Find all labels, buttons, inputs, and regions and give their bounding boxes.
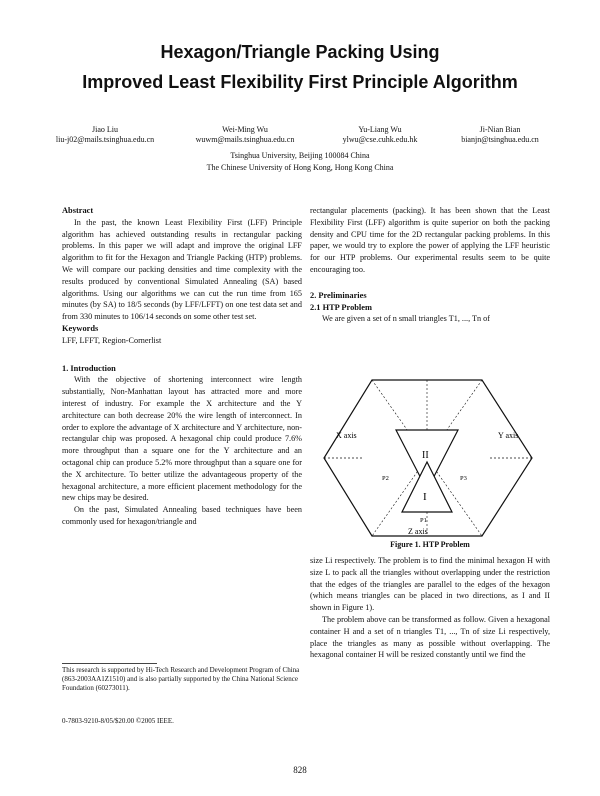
keywords-text: LFF, LFFT, Region-Cornerlist xyxy=(62,335,162,345)
funding-footnote: This research is supported by Hi-Tech Research and Development Program of China (863-2003AA1Z1510) and is also partially supported by the China National Science Foundation (60273011). xyxy=(62,666,300,692)
abstract-heading: Abstract xyxy=(62,206,94,215)
label-p2: P2 xyxy=(382,475,389,482)
label-p3: P3 xyxy=(460,475,467,482)
footnote-divider xyxy=(62,663,157,664)
htp-subheading: 2.1 HTP Problem xyxy=(310,302,372,312)
author-email: ylwu@cse.cuhk.edu.hk xyxy=(342,135,418,144)
intro-heading: 1. Introduction xyxy=(62,363,116,373)
page-number: 828 xyxy=(293,765,307,775)
author-3 xyxy=(315,125,445,145)
hexagon-diagram xyxy=(310,372,550,540)
htp-intro-text: We are given a set of n small triangles T1, ..., Tn of xyxy=(322,314,490,324)
affiliation-1: Tsinghua University, Beijing 100084 China xyxy=(230,151,370,160)
triangle-I xyxy=(402,462,452,512)
label-I: I xyxy=(423,491,427,503)
z-axis-label: Z axis xyxy=(408,527,428,536)
label-II: II xyxy=(422,450,429,461)
author-2 xyxy=(180,125,310,145)
y-axis-label: Y axis xyxy=(498,431,519,440)
label-p1: P1 xyxy=(420,517,427,524)
author-name: Wei-Ming Wu xyxy=(222,125,268,134)
intro-paragraph-2: On the past, Simulated Annealing based techniques have been commonly used for hexagon/triangle and xyxy=(62,505,302,526)
right-column xyxy=(310,205,550,325)
affiliation-2: The Chinese University of Hong Kong, Hong Kong China xyxy=(206,163,394,172)
author-name: Yu-Liang Wu xyxy=(358,125,402,134)
keywords-heading: Keywords xyxy=(62,323,99,333)
copyright-line: 0-7803-9210-8/05/$20.00 ©2005 IEEE. xyxy=(62,717,174,725)
author-email: bianjn@tsinghua.edu.cn xyxy=(461,135,539,144)
right-top-paragraph: rectangular placements (packing). It has been shown that the Least Flexibility First (LFF) algorithm is quite superior on both the packing density and CPU time for the 2D rectangular packing problems. In this paper, we would try to explore the power of applying the LFF heuristic for our HTP problems. Our experimental results seem to be quite encouraging too. xyxy=(310,206,550,274)
intro-paragraph-1: With the objective of shortening interconnect wire length substantially, Non-Manhattan layout has attracted more and more interest of industry. For example the X architecture and the Y architecture can both decrease 20% the wire length of interconnect. In order to explore the advantage of X architecture and Y architecture, non-rectangular chip was proposed. A hexagonal chip could produce 7.6% more throughput than a square one for the Y architecture and an octagonal chip can produce 5.2% more throughput than a square one for the X architecture. To better utilize the advantageous property of the hexagonal architecture, a more efficient placement methodology for the new chips may be desired. xyxy=(62,375,302,503)
x-axis-label: X axis xyxy=(336,431,357,440)
paper-title-line1: Hexagon/Triangle Packing Using xyxy=(160,42,440,62)
preliminaries-heading: 2. Preliminaries xyxy=(310,290,367,300)
right-column-lower xyxy=(310,555,550,661)
left-column xyxy=(62,205,302,528)
author-email: wuwm@mails.tsinghua.edu.cn xyxy=(195,135,295,144)
author-4 xyxy=(435,125,565,145)
author-name: Jiao Liu xyxy=(92,125,118,134)
author-email: liu-j02@mails.tsinghua.edu.cn xyxy=(55,135,155,144)
figure-caption: Figure 1. HTP Problem xyxy=(390,540,470,549)
abstract-text: In the past, the known Least Flexibility First (LFF) Principle algorithm has achieved outstanding results in rectangular packing problems. In this paper we will adapt and improve the original LFF algorithm to fit for the Hexagon and Triangle Packing (HTP) problems. We will compare our packing densities and time complexity with the results produced by conventional Simulated Annealing (SA) based algorithms. Using our algorithms we can cut the run time from 165 minutes (by SA) to 18/5 seconds (by LFF/LFFT) on one test data set and from 330 minutes to 106/14 seconds on some other test set. xyxy=(62,217,302,322)
after-figure-paragraph-2: The problem above can be transformed as follow. Given a hexagonal container H and a set of n triangles T1, ..., Tn of size Li respectively, place the triangles as many as possible without overlapping. The hexagonal container H will be resized constantly until we find the xyxy=(310,614,550,660)
htp-figure xyxy=(310,372,550,540)
paper-title-line2: Improved Least Flexibility First Principle Algorithm xyxy=(82,72,518,92)
author-name: Ji-Nian Bian xyxy=(479,125,521,134)
after-figure-paragraph-1: size Li respectively. The problem is to find the minimal hexagon H with size L to pack all the triangles without overlapping under the restriction that the edges of the triangles are parallel to the edges of the hexagon (which means triangles can be placed in two directions, as I and II shown in Figure 1). xyxy=(310,556,550,613)
author-1 xyxy=(40,125,170,145)
